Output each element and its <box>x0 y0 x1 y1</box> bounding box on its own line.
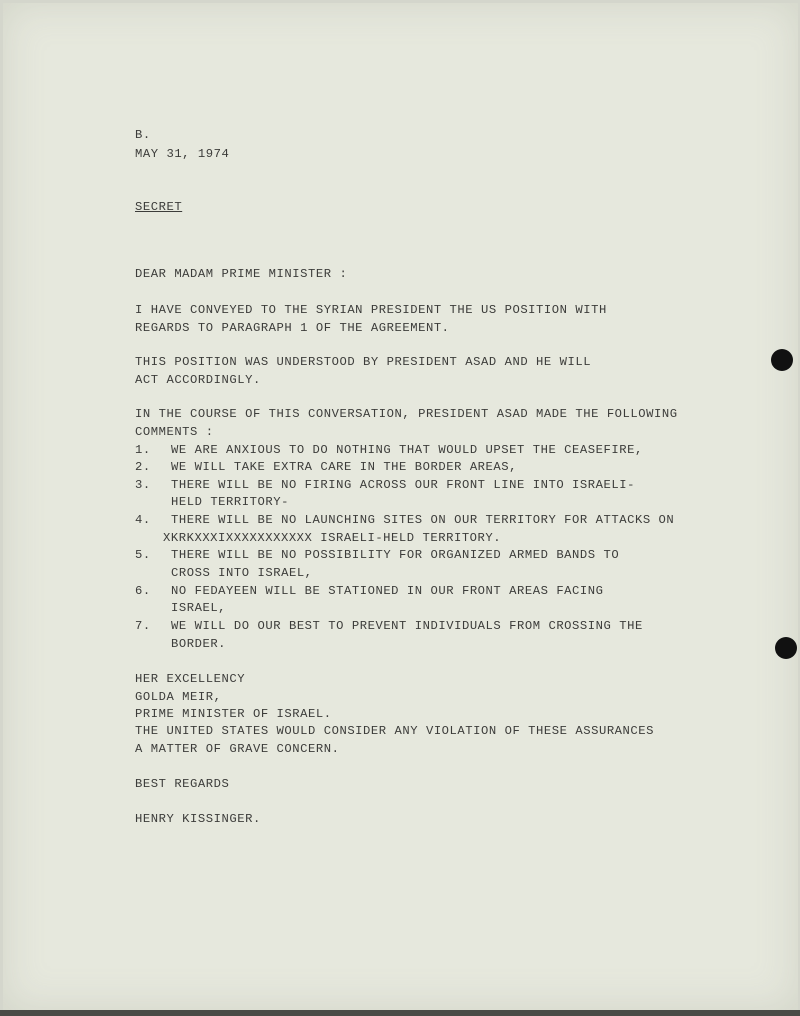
list-item-number: 6. <box>135 584 151 598</box>
list-item-number: 2. <box>135 460 151 474</box>
list-item-text: CROSS INTO ISRAEL, <box>171 566 313 580</box>
scan-edge <box>0 1010 800 1016</box>
signature: HENRY KISSINGER. <box>135 812 261 826</box>
list-item-text: THERE WILL BE NO FIRING ACROSS OUR FRONT LINE INTO ISRAELI- <box>171 478 635 492</box>
paragraph-line: A MATTER OF GRAVE CONCERN. <box>135 742 340 756</box>
list-item-text: WE WILL TAKE EXTRA CARE IN THE BORDER AREAS, <box>171 460 518 474</box>
closing: BEST REGARDS <box>135 777 230 791</box>
list-item-number: 7. <box>135 619 151 633</box>
paragraph-line: THE UNITED STATES WOULD CONSIDER ANY VIOLATION OF THESE ASSURANCES <box>135 724 655 738</box>
list-item-number: 5. <box>135 548 151 562</box>
list-item-number: 4. <box>135 513 151 527</box>
paragraph-line: IN THE COURSE OF THIS CONVERSATION, PRESIDENT ASAD MADE THE FOLLOWING <box>135 407 678 421</box>
addressee-line: HER EXCELLENCY <box>135 672 246 686</box>
list-item-text: WE ARE ANXIOUS TO DO NOTHING THAT WOULD UPSET THE CEASEFIRE, <box>171 443 643 457</box>
punch-hole <box>775 637 797 659</box>
list-item-text: NO FEDAYEEN WILL BE STATIONED IN OUR FRONT AREAS FACING <box>171 584 604 598</box>
punch-hole <box>771 349 793 371</box>
list-item-text: WE WILL DO OUR BEST TO PREVENT INDIVIDUALS FROM CROSSING THE <box>171 619 643 633</box>
salutation: DEAR MADAM PRIME MINISTER : <box>135 267 348 281</box>
paragraph-line: COMMENTS : <box>135 425 214 439</box>
list-item-text: HELD TERRITORY- <box>171 495 289 509</box>
addressee-line: PRIME MINISTER OF ISRAEL. <box>135 707 332 721</box>
letter-date: MAY 31, 1974 <box>135 147 230 161</box>
list-item-text: ISRAEL, <box>171 601 227 615</box>
reference-letter: B. <box>135 128 151 142</box>
document-page <box>3 3 798 1010</box>
list-item-text: THERE WILL BE NO LAUNCHING SITES ON OUR TERRITORY FOR ATTACKS ON <box>171 513 675 527</box>
paragraph-line: I HAVE CONVEYED TO THE SYRIAN PRESIDENT THE US POSITION WITH <box>135 303 607 317</box>
list-item-text: BORDER. <box>171 637 227 651</box>
classification-marking: SECRET <box>135 200 183 214</box>
list-item-text: XKRKXXXIXXXXXXXXXXX ISRAELI-HELD TERRITORY. <box>163 531 502 545</box>
paragraph-line: ACT ACCORDINGLY. <box>135 373 261 387</box>
paragraph-line: THIS POSITION WAS UNDERSTOOD BY PRESIDENT ASAD AND HE WILL <box>135 355 592 369</box>
addressee-line: GOLDA MEIR, <box>135 690 222 704</box>
list-item-number: 1. <box>135 443 151 457</box>
paragraph-line: REGARDS TO PARAGRAPH 1 OF THE AGREEMENT. <box>135 321 450 335</box>
list-item-text: THERE WILL BE NO POSSIBILITY FOR ORGANIZED ARMED BANDS TO <box>171 548 620 562</box>
list-item-number: 3. <box>135 478 151 492</box>
